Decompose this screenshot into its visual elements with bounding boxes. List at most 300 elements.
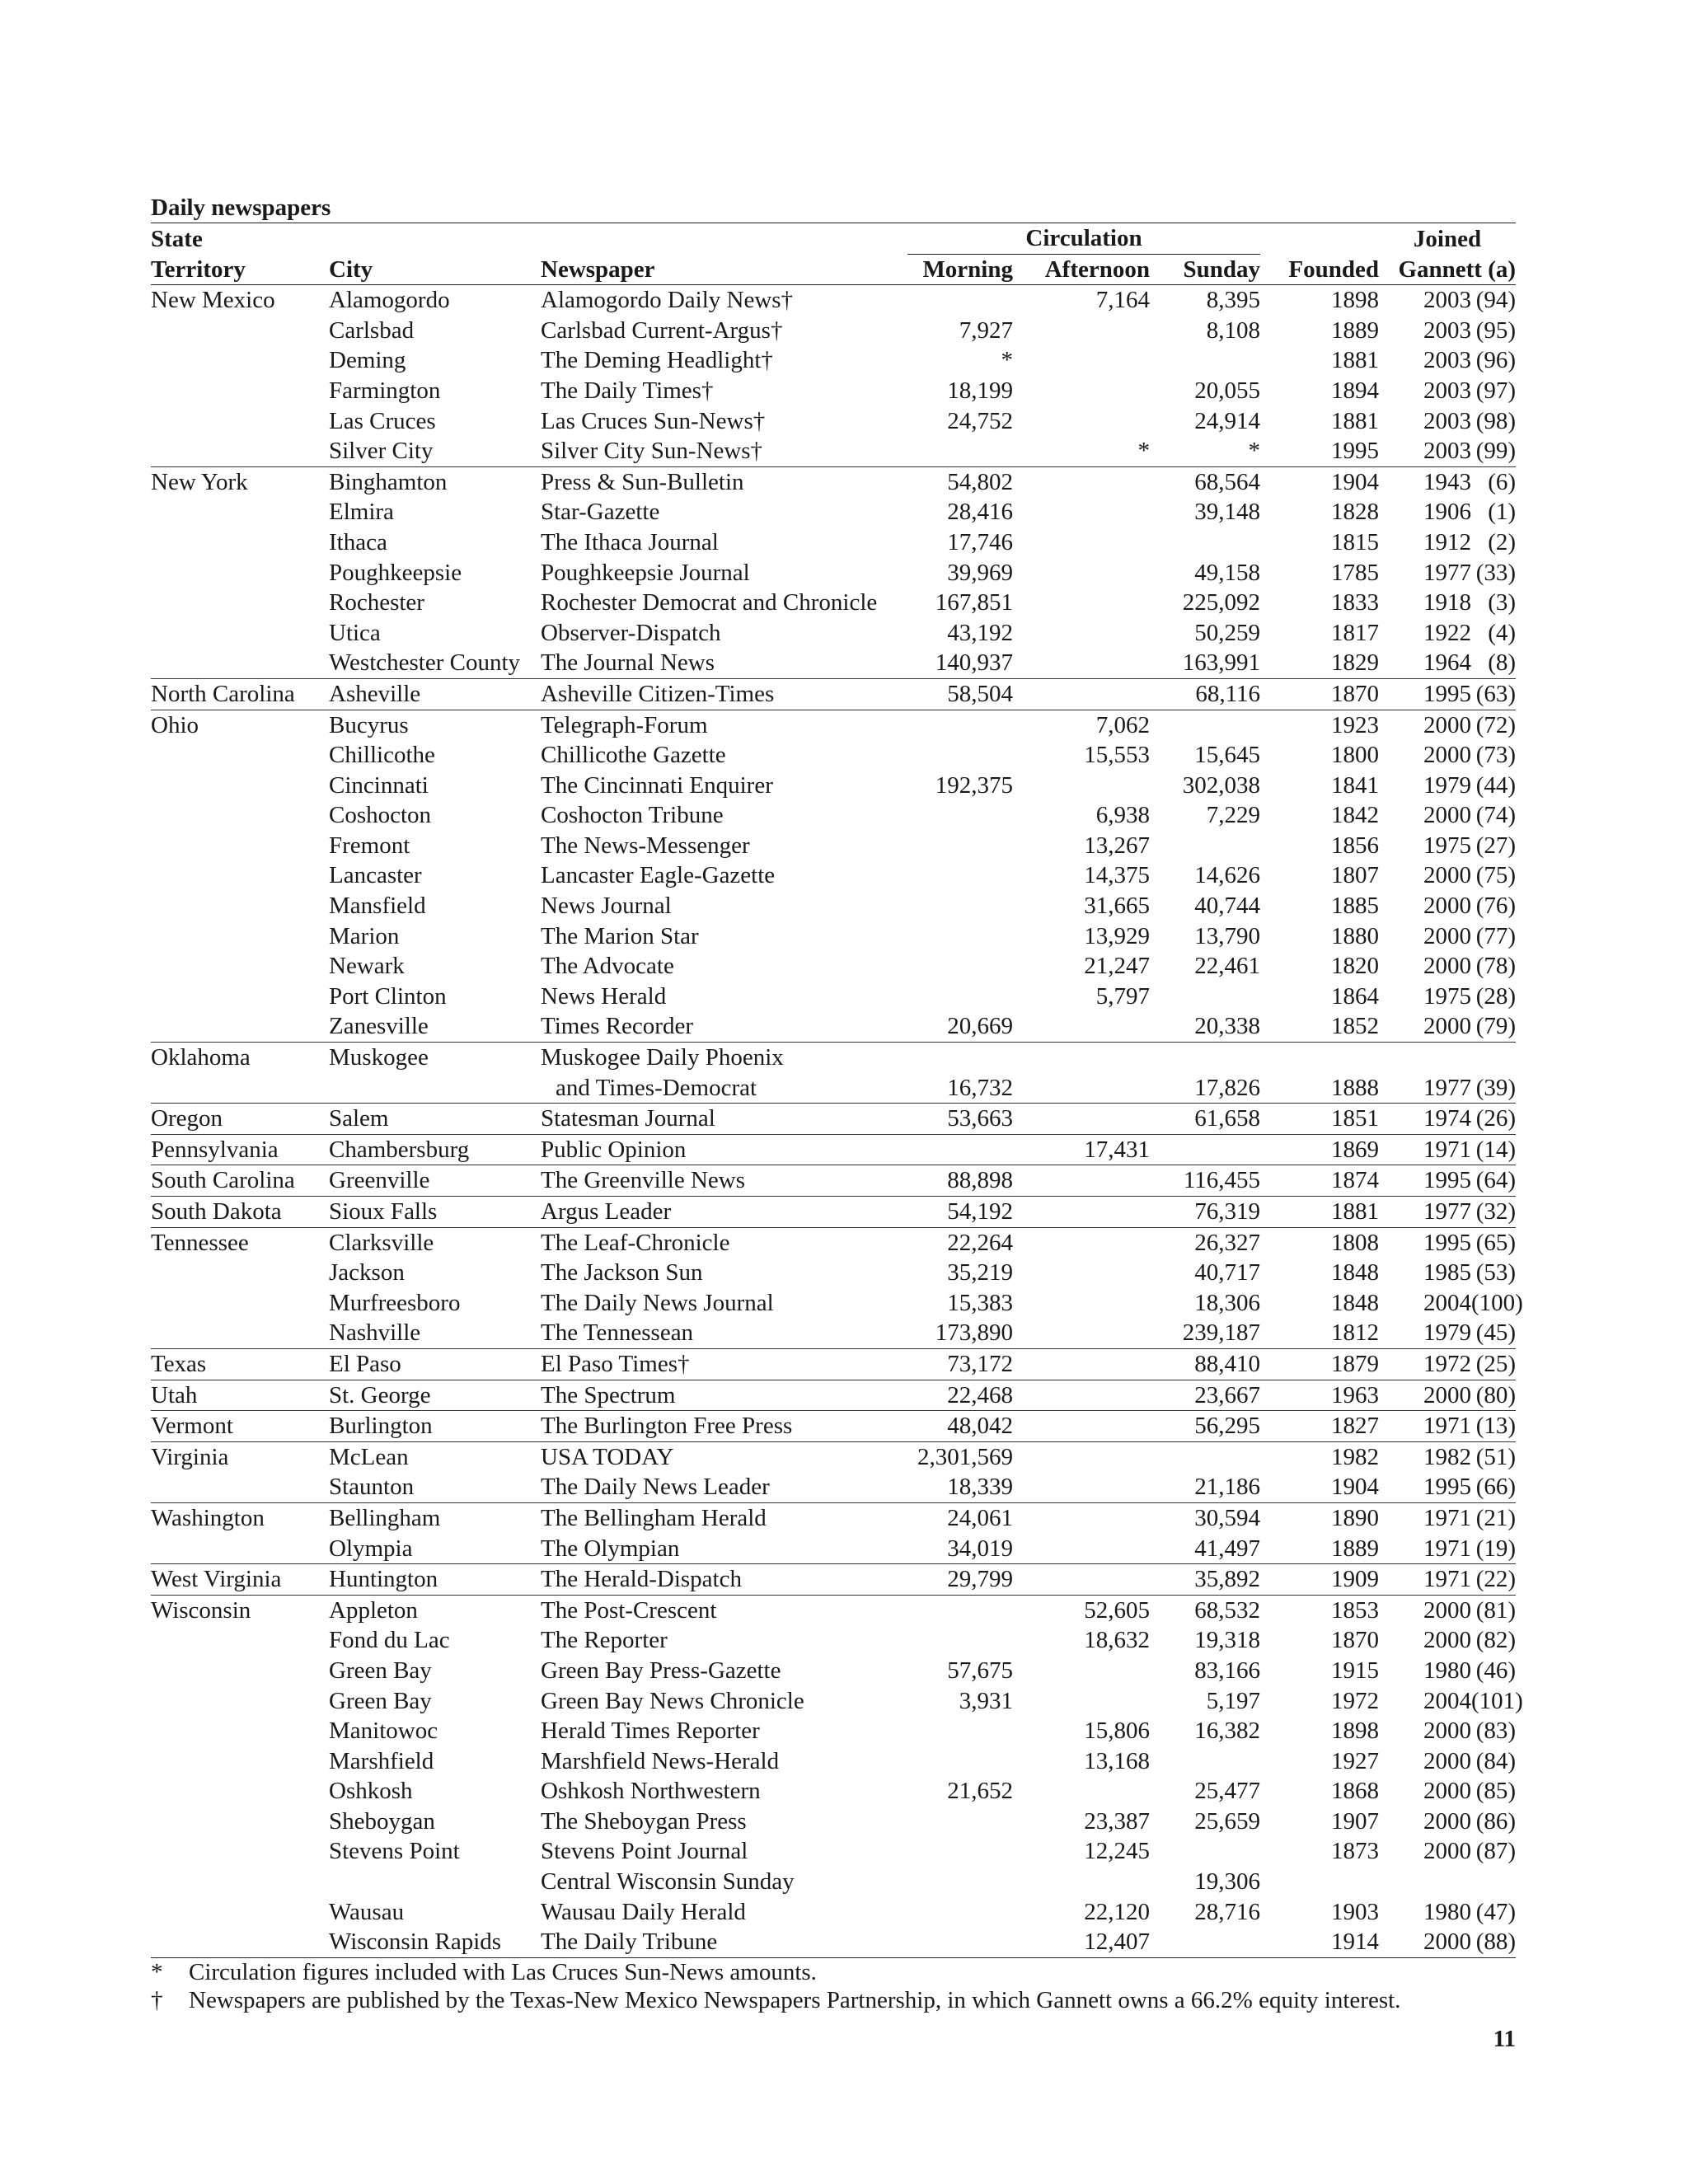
state-cell [151,1746,329,1777]
joined-number: (65) [1475,1229,1517,1256]
newspaper-page [151,193,1523,2053]
joined-cell [1379,1927,1516,1957]
joined-number: (64) [1475,1167,1517,1194]
sunday-cell: 40,744 [1194,893,1261,920]
state-cell [151,588,329,618]
sunday-cell [1150,1134,1260,1165]
joined-cell [1379,1348,1516,1380]
afternoon-cell: 23,387 [1084,1807,1150,1835]
state-cell [151,1836,329,1867]
city-cell: Farmington [329,377,441,404]
joined-year: 1979 [1423,1319,1472,1347]
morning-cell: 28,416 [947,499,1013,526]
joined-number: (45) [1475,1319,1517,1347]
sunday-cell: 13,790 [1194,922,1261,949]
header-founded: Founded [1260,255,1379,285]
table-row [151,951,1516,982]
sunday-cell: 88,410 [1150,1348,1260,1380]
joined-number: (51) [1475,1443,1517,1470]
sunday-cell: 61,658 [1150,1104,1260,1135]
table-row [151,558,1516,588]
sunday-cell: 163,991 [1182,649,1261,677]
city-cell: Newark [329,953,405,980]
city-cell: Muskogee [329,1043,541,1073]
table-row [151,1807,1516,1837]
table-row [151,1656,1516,1686]
table-row [151,648,1516,678]
morning-cell: 34,019 [947,1535,1013,1562]
state-cell [151,1288,329,1319]
joined-number: (19) [1475,1535,1517,1562]
founded-cell: 1856 [1331,832,1380,859]
footnote-dagger [151,1986,1516,2014]
newspaper-cell: Argus Leader [541,1197,907,1228]
founded-cell: 1881 [1331,347,1380,374]
city-cell: Utica [329,619,381,646]
newspaper-cell: Chillicothe Gazette [541,742,726,769]
table-row [151,860,1516,891]
morning-cell [907,1807,1013,1837]
founded-cell: 1848 [1331,1259,1380,1286]
sunday-cell: 28,716 [1194,1898,1261,1925]
afternoon-cell: 12,245 [1084,1838,1150,1865]
founded-cell: 1972 [1331,1687,1380,1714]
state-cell [151,1686,329,1717]
city-cell: Jackson [329,1259,405,1286]
morning-cell [907,740,1013,771]
joined-cell [1379,921,1516,952]
city-cell: Coshocton [329,802,432,829]
morning-cell: 35,219 [947,1259,1013,1286]
morning-cell [907,1897,1013,1928]
city-cell: Elmira [329,499,394,526]
founded-cell: 1927 [1331,1747,1380,1774]
table-row [151,1595,1516,1625]
joined-number: (88) [1475,1929,1517,1956]
table-row [151,1836,1516,1867]
morning-cell [907,1625,1013,1656]
city-cell: Fond du Lac [329,1627,450,1654]
afternoon-cell: 14,375 [1084,862,1150,889]
morning-cell: 73,172 [907,1348,1013,1380]
joined-cell [1379,740,1516,771]
joined-number: (73) [1475,742,1517,769]
founded-cell: 1890 [1260,1502,1379,1533]
state-cell [151,376,329,406]
sunday-cell: 7,229 [1206,802,1261,829]
joined-year: 2000 [1423,893,1472,920]
city-cell: Bellingham [329,1502,541,1533]
founded-cell: 1898 [1331,287,1380,314]
table-row [151,406,1516,437]
morning-cell: 58,504 [907,678,1013,710]
state-cell [151,497,329,527]
founded-cell: 1914 [1331,1929,1380,1956]
city-cell: Clarksville [329,1227,541,1258]
founded-cell: 1828 [1331,499,1380,526]
joined-cell [1379,376,1516,406]
afternoon-cell: * [1137,438,1150,465]
afternoon-cell [1013,558,1150,588]
afternoon-cell [1013,1073,1150,1104]
founded-cell: 1982 [1260,1441,1379,1472]
joined-cell [1379,436,1516,466]
table-row [151,1564,1516,1596]
joined-cell [1379,1502,1516,1533]
joined-cell [1379,316,1516,346]
table-row [151,618,1516,649]
founded-cell: 1800 [1331,742,1380,769]
joined-cell [1379,497,1516,527]
sunday-cell: 39,148 [1194,499,1261,526]
footnote-mark: * [151,1958,163,1985]
founded-cell: 1881 [1331,407,1380,434]
afternoon-cell [1013,678,1150,710]
city-cell: Murfreesboro [329,1289,461,1316]
newspaper-cell: Press & Sun-Bulletin [541,466,907,497]
founded-cell: 1915 [1331,1657,1380,1684]
morning-cell [907,710,1013,740]
sunday-cell [1150,1746,1260,1777]
joined-year: 2003 [1423,347,1472,374]
joined-cell [1379,345,1516,376]
founded-cell: 1842 [1331,802,1380,829]
joined-cell [1379,648,1516,678]
afternoon-cell [1013,316,1150,346]
joined-number: (27) [1475,832,1517,859]
newspaper-cell: The Advocate [541,953,674,980]
sunday-cell: 68,564 [1150,466,1260,497]
joined-number: (86) [1475,1807,1517,1835]
joined-cell [1379,1411,1516,1442]
newspaper-cell: The Jackson Sun [541,1259,703,1286]
state-cell: Ohio [151,710,329,740]
state-cell: North Carolina [151,678,329,710]
city-cell: Sioux Falls [329,1197,541,1228]
state-cell: Texas [151,1348,329,1380]
newspaper-cell: Marshfield News-Herald [541,1747,780,1774]
founded-cell: 1909 [1260,1564,1379,1596]
joined-year: 1977 [1423,559,1472,586]
table-row [151,1227,1516,1258]
founded-cell: 1833 [1331,589,1380,616]
city-cell: Binghamton [329,466,541,497]
city-cell: Bucyrus [329,710,541,740]
joined-cell [1379,1836,1516,1867]
joined-year: 1971 [1423,1535,1472,1562]
morning-cell [907,1927,1013,1957]
sunday-cell: 76,319 [1150,1197,1260,1228]
joined-number: (99) [1475,438,1517,465]
joined-year: 2000 [1423,1747,1472,1774]
morning-cell: 15,383 [947,1289,1013,1316]
city-cell: Appleton [329,1595,541,1625]
state-cell [151,1656,329,1686]
sunday-cell [1150,1441,1260,1472]
sunday-cell: 302,038 [1182,771,1261,799]
joined-year: 1995 [1423,1229,1472,1256]
table-row [151,831,1516,861]
city-cell: Marion [329,922,400,949]
joined-cell [1379,1897,1516,1928]
joined-cell [1379,1165,1516,1197]
afternoon-cell [1013,345,1150,376]
founded-cell: 1852 [1331,1013,1380,1040]
founded-cell: 1995 [1331,438,1380,465]
joined-year: 1971 [1423,1136,1472,1163]
morning-cell: 192,375 [935,771,1013,799]
afternoon-cell: 18,632 [1084,1627,1150,1654]
afternoon-cell [1013,771,1150,801]
joined-number: (78) [1475,953,1517,980]
sunday-cell [1150,1043,1260,1073]
afternoon-cell [1013,1411,1150,1442]
table-row [151,678,1516,710]
state-cell [151,648,329,678]
founded-cell: 1889 [1331,1535,1380,1562]
table-row [151,1348,1516,1380]
table-row [151,740,1516,771]
header-morning: Morning [907,255,1013,285]
sunday-cell: 17,826 [1194,1074,1261,1101]
joined-number: (100) [1471,1289,1523,1316]
newspaper-cell: The Daily Tribune [541,1929,718,1956]
state-cell: Pennsylvania [151,1134,329,1165]
morning-cell: 18,339 [947,1474,1013,1501]
joined-year: 2000 [1423,1596,1472,1624]
joined-cell [1379,1043,1516,1073]
joined-year: 1912 [1423,528,1472,555]
state-cell: Oregon [151,1104,329,1135]
table-body [151,285,1523,1957]
city-cell: Zanesville [329,1013,429,1040]
founded-cell [1260,1867,1379,1897]
sunday-cell: 23,667 [1150,1380,1260,1411]
morning-cell: 167,851 [935,589,1013,616]
joined-year: 2003 [1423,377,1472,404]
newspaper-cell: Lancaster Eagle-Gazette [541,862,776,889]
header-territory: Territory [151,255,329,285]
table-row [151,891,1516,921]
city-cell: Sheboygan [329,1807,435,1835]
joined-number: (13) [1475,1413,1517,1440]
joined-cell [1379,982,1516,1012]
joined-year: 2004 [1423,1289,1472,1316]
joined-number: (85) [1475,1778,1517,1805]
city-cell: Ithaca [329,528,387,555]
header-gannett: Gannett (a) [1379,255,1516,285]
newspaper-cell: Green Bay Press-Gazette [541,1657,781,1684]
section-title: Daily newspapers [151,193,1516,223]
joined-year: 1943 [1423,468,1472,495]
city-cell: Green Bay [329,1657,432,1684]
state-cell: Tennessee [151,1227,329,1258]
table-row [151,316,1516,346]
sunday-cell: 19,306 [1194,1868,1261,1896]
sunday-cell [1150,345,1260,376]
newspaper-cell: Herald Times Reporter [541,1718,760,1745]
state-cell [151,406,329,437]
morning-cell: 22,468 [907,1380,1013,1411]
table-row [151,921,1516,952]
joined-number: (83) [1475,1718,1517,1745]
newspaper-cell: Green Bay News Chronicle [541,1687,804,1714]
sunday-cell: 68,116 [1150,678,1260,710]
joined-number: (6) [1488,468,1517,495]
joined-year: 1980 [1423,1657,1472,1684]
joined-year: 1971 [1423,1413,1472,1440]
joined-cell [1379,588,1516,618]
joined-number: (47) [1475,1898,1517,1925]
joined-number: (25) [1475,1350,1517,1377]
afternoon-cell: 7,062 [1013,710,1150,740]
founded-cell: 1870 [1331,1627,1380,1654]
newspaper-cell: Poughkeepsie Journal [541,559,750,586]
state-cell: Wisconsin [151,1595,329,1625]
morning-cell [907,1134,1013,1165]
table-row [151,1867,1516,1897]
morning-cell: 22,264 [907,1227,1013,1258]
sunday-cell: 116,455 [1150,1165,1260,1197]
morning-cell: 140,937 [935,649,1013,677]
joined-cell [1379,1776,1516,1807]
joined-number: (74) [1475,802,1517,829]
joined-year: 1995 [1423,680,1472,707]
founded-cell: 1894 [1331,377,1380,404]
newspaper-cell: Carlsbad Current-Argus† [541,316,783,344]
joined-year: 2003 [1423,438,1472,465]
morning-cell [907,1043,1013,1073]
sunday-cell: 15,645 [1194,742,1261,769]
joined-year: 2000 [1423,1778,1472,1805]
joined-year: 1964 [1423,649,1472,677]
state-cell: Oklahoma [151,1043,329,1073]
sunday-cell: 25,477 [1194,1778,1261,1805]
newspaper-cell: Times Recorder [541,1013,693,1040]
founded-cell: 1817 [1331,619,1380,646]
joined-number: (3) [1488,589,1517,616]
table-row [151,588,1516,618]
joined-cell [1379,891,1516,921]
footnote-asterisk [151,1958,1516,1986]
city-cell: Fremont [329,832,410,859]
sunday-cell: 83,166 [1194,1657,1261,1684]
afternoon-cell: 13,267 [1084,832,1150,859]
sunday-cell: 18,306 [1194,1289,1261,1316]
founded-cell: 1888 [1331,1074,1380,1101]
afternoon-cell: 15,806 [1084,1718,1150,1745]
joined-year: 2000 [1423,1807,1472,1835]
joined-year: 2000 [1423,742,1472,769]
founded-cell: 1881 [1260,1197,1379,1228]
joined-cell [1379,1716,1516,1746]
header-newspaper: Newspaper [541,255,907,285]
state-cell [151,436,329,466]
sunday-cell: 5,197 [1206,1687,1261,1714]
founded-cell: 1841 [1331,771,1380,799]
table-row [151,1165,1516,1197]
afternoon-cell [1013,1380,1150,1411]
afternoon-cell [1013,406,1150,437]
newspaper-cell: The Post-Crescent [541,1595,907,1625]
footnote-mark: † [151,1986,163,2013]
afternoon-cell [1013,466,1150,497]
founded-cell: 1785 [1331,559,1380,586]
morning-cell: 24,752 [947,407,1013,434]
afternoon-cell: 21,247 [1084,953,1150,980]
newspaper-cell: Star-Gazette [541,499,660,526]
founded-cell: 1873 [1331,1838,1380,1865]
city-cell: Asheville [329,678,541,710]
joined-cell [1379,800,1516,831]
founded-cell [1260,1043,1379,1073]
morning-cell [907,1716,1013,1746]
table-row [151,1746,1516,1777]
afternoon-cell: 17,431 [1013,1134,1150,1165]
joined-number: (79) [1475,1013,1517,1040]
footnote-text: Newspapers are published by the Texas-New Mexico Newspapers Partnership, in which Gannett owns a 66.2% equity interest. [189,1986,1401,2013]
joined-number: (1) [1488,499,1517,526]
state-cell [151,951,329,982]
joined-year: 1918 [1423,589,1472,616]
joined-year: 2000 [1423,1381,1472,1408]
founded-cell: 1923 [1260,710,1379,740]
city-cell: Marshfield [329,1747,434,1774]
city-cell: Silver City [329,438,434,465]
joined-year: 1975 [1423,982,1472,1010]
morning-cell: 21,652 [947,1778,1013,1805]
sunday-cell: 50,259 [1194,619,1261,646]
city-cell: Stevens Point [329,1838,460,1865]
state-cell [151,1258,329,1288]
table-row [151,1534,1516,1564]
newspaper-cell: The Reporter [541,1627,668,1654]
joined-number: (33) [1475,559,1517,586]
newspaper-cell: Public Opinion [541,1134,907,1165]
city-cell: Olympia [329,1535,413,1562]
city-cell: Westchester County [329,649,521,677]
state-cell [151,1073,329,1104]
afternoon-cell [1013,497,1150,527]
state-cell [151,740,329,771]
state-cell [151,800,329,831]
table-row [151,1288,1516,1319]
afternoon-cell [1013,527,1150,558]
city-cell: Salem [329,1104,541,1135]
afternoon-cell: 7,164 [1095,287,1150,314]
joined-number: (84) [1475,1747,1517,1774]
newspaper-cell: The Sheboygan Press [541,1807,747,1835]
header-circulation: Circulation [907,223,1260,255]
joined-year: 2000 [1423,1718,1472,1745]
founded-cell: 1815 [1331,528,1380,555]
state-cell [151,1867,329,1897]
joined-cell [1379,1288,1523,1319]
joined-year: 1995 [1423,1167,1472,1194]
table-row [151,982,1516,1012]
state-cell [151,1776,329,1807]
morning-cell [907,800,1013,831]
state-cell [151,1807,329,1837]
morning-cell: 2,301,569 [907,1441,1013,1472]
joined-number: (21) [1475,1504,1517,1531]
table-row [151,497,1516,527]
afternoon-cell [1013,1776,1150,1807]
afternoon-cell [1013,1258,1150,1288]
morning-cell: 20,669 [947,1013,1013,1040]
joined-number: (63) [1475,680,1517,707]
joined-number: (82) [1475,1627,1517,1654]
